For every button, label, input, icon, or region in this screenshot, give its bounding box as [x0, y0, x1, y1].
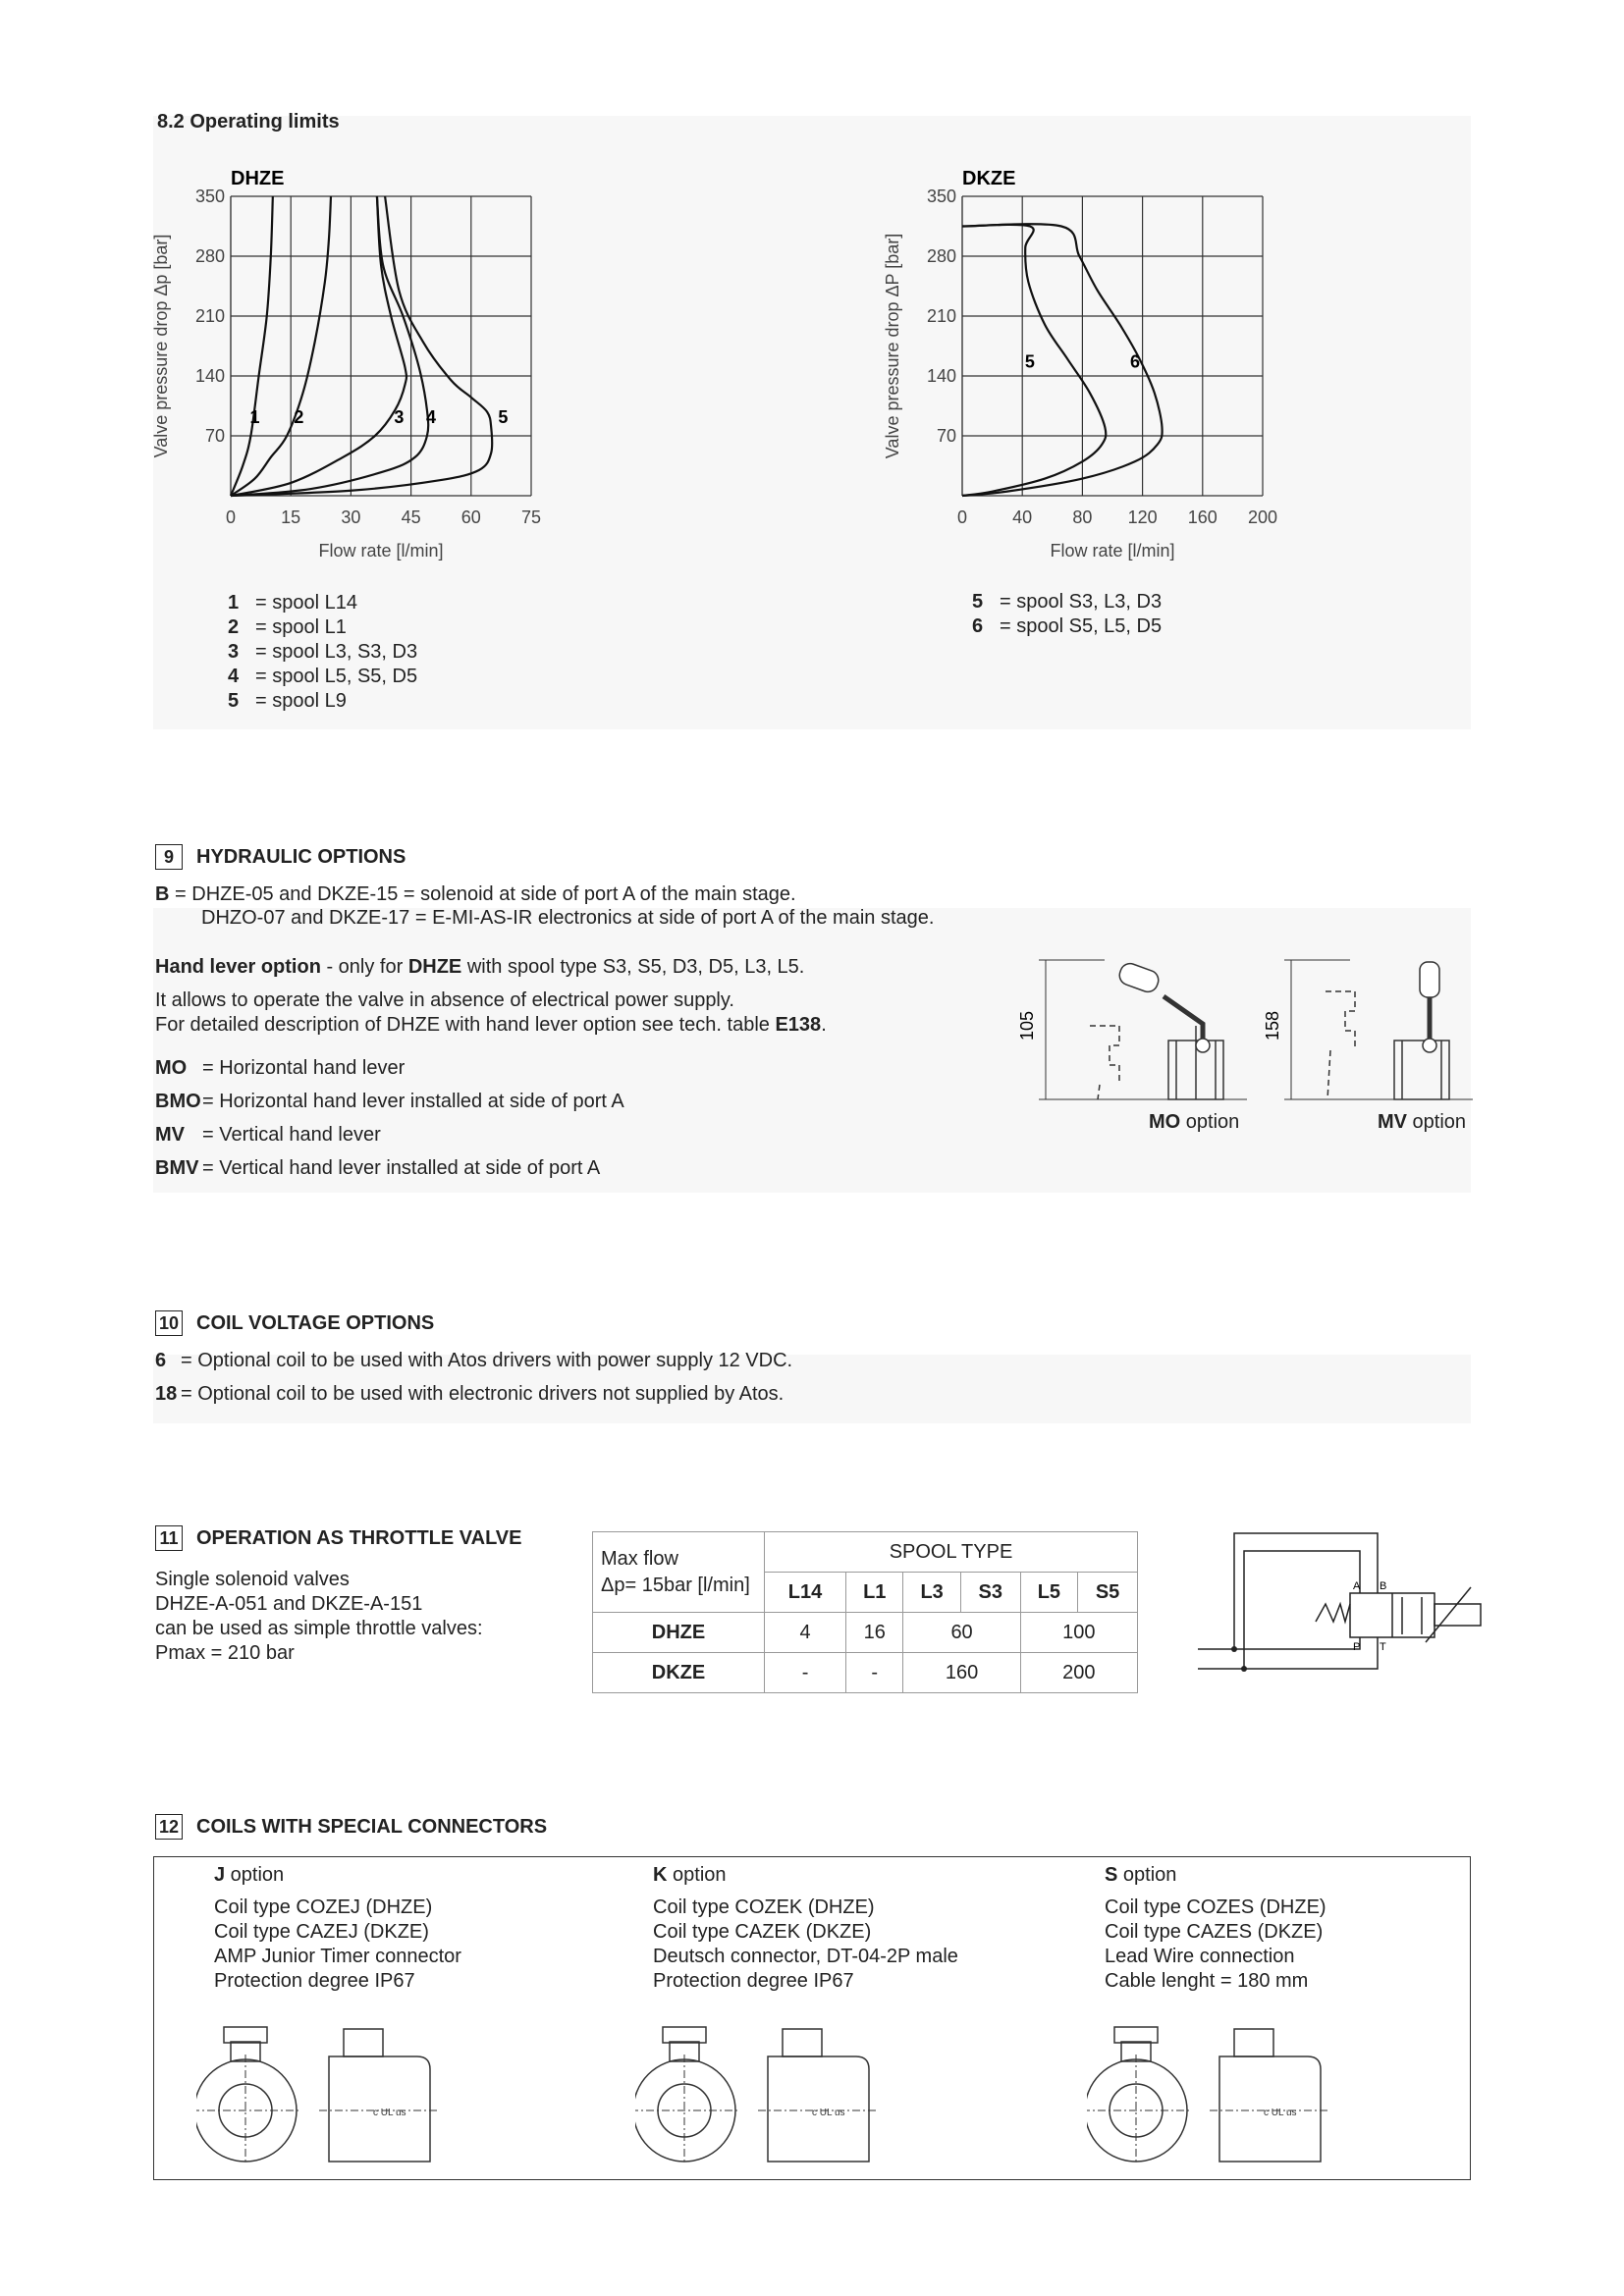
- coil-option-k: [653, 1863, 958, 1994]
- section-11-header: [155, 1525, 521, 1551]
- y-tick-label: 350: [926, 187, 956, 206]
- coil-spec-line: Cable lenght = 180 mm: [1105, 1970, 1309, 1992]
- option-b: [155, 882, 796, 907]
- coil-spec-line: AMP Junior Timer connector: [214, 1946, 461, 1967]
- coil-spec-line: Lead Wire connection: [1105, 1946, 1295, 1967]
- option-code: BMO: [155, 1091, 201, 1112]
- dkze-legend: [972, 590, 1162, 639]
- series-label: 5: [498, 406, 509, 427]
- ul-mark: c UL us: [812, 2108, 845, 2118]
- legend-text: = spool S3, L3, D3: [1000, 591, 1163, 613]
- row-label: DHZE: [593, 1613, 765, 1653]
- coil-spec-line: Protection degree IP67: [214, 1970, 415, 1992]
- spool-column-header: L1: [846, 1573, 903, 1613]
- hand-lever-title: [155, 955, 804, 980]
- section-title: 8.2 Operating limits: [157, 111, 340, 133]
- eq: =: [175, 883, 187, 905]
- x-tick-label: 0: [225, 507, 237, 527]
- coil-spec-line: Coil type COZEJ (DHZE): [214, 1896, 433, 1918]
- table-cell: -: [846, 1653, 903, 1693]
- header-line: Δp= 15bar [l/min]: [601, 1574, 750, 1596]
- section-10-header: [155, 1310, 434, 1336]
- option-text: = Vertical hand lever installed at side of port A: [202, 1157, 601, 1179]
- coil-option-title: [214, 1863, 461, 1888]
- throttle-description: [155, 1568, 483, 1666]
- port-b: B: [1380, 1580, 1387, 1592]
- coil-drawing: [1087, 2017, 1381, 2164]
- caption-text: option: [1407, 1111, 1467, 1133]
- legend-text: = spool L5, S5, D5: [255, 666, 418, 687]
- series-label: 2: [294, 406, 304, 427]
- option-key: K: [653, 1864, 668, 1886]
- option-label: option: [667, 1864, 727, 1886]
- chart-title: DKZE: [962, 168, 1016, 189]
- legend-text: = spool L9: [255, 690, 347, 712]
- option-code: MV: [155, 1124, 185, 1146]
- hand-lever-option: [155, 1123, 624, 1156]
- section-number: 9: [155, 844, 183, 870]
- section-12-header: [155, 1814, 547, 1840]
- coil-spec-line: Protection degree IP67: [653, 1970, 854, 1992]
- table-reference: E138: [775, 1014, 822, 1036]
- y-tick-label: 210: [194, 306, 225, 326]
- x-tick-label: 120: [1127, 507, 1158, 527]
- y-tick-label: 210: [926, 306, 956, 326]
- mo-dimension: 105: [1017, 1010, 1037, 1041]
- option-b-line1: DHZE-05 and DKZE-15 = solenoid at side of port A of the main stage.: [191, 883, 796, 905]
- option-code: MO: [155, 1057, 188, 1079]
- table-header-max-flow: [593, 1532, 765, 1613]
- spool-column-header: S3: [960, 1573, 1020, 1613]
- mv-caption: [1378, 1110, 1466, 1135]
- description-line: can be used as simple throttle valves:: [155, 1618, 483, 1639]
- text: For detailed description of DHZE with hand lever option see tech. table: [155, 1014, 776, 1036]
- legend-item: [228, 615, 417, 640]
- coil-spec-line: Coil type CAZES (DKZE): [1105, 1921, 1324, 1943]
- table-cell: 200: [1020, 1653, 1137, 1693]
- coil-option-s: [1105, 1863, 1326, 1994]
- text: with spool type S3, S5, D3, D5, L3, L5.: [461, 956, 805, 978]
- series-label: 4: [425, 406, 437, 427]
- description-line: DHZE-A-051 and DKZE-A-151: [155, 1593, 423, 1615]
- y-tick-label: 280: [194, 246, 225, 266]
- ul-mark: c UL us: [373, 2108, 406, 2118]
- coil-spec-line: Coil type COZEK (DHZE): [653, 1896, 875, 1918]
- x-axis-label: Flow rate [l/min]: [1050, 541, 1175, 561]
- text: .: [821, 1014, 827, 1036]
- mv-dimension: 158: [1263, 1010, 1282, 1041]
- series-label: 6: [1129, 351, 1140, 372]
- x-tick-label: 80: [1072, 507, 1093, 527]
- port-t: T: [1380, 1641, 1386, 1653]
- spool-column-header: S5: [1078, 1573, 1138, 1613]
- x-tick-label: 30: [341, 507, 361, 527]
- coil-option-title: [653, 1863, 958, 1888]
- paragraph: It allows to operate the valve in absence of electrical power supply.: [155, 989, 734, 1011]
- description-line: Pmax = 210 bar: [155, 1642, 295, 1664]
- mo-caption: [1149, 1110, 1239, 1135]
- spool-column-header: L14: [765, 1573, 846, 1613]
- series-line-1: [231, 196, 273, 496]
- coil-drawing: [635, 2017, 930, 2164]
- spool-type-header: SPOOL TYPE: [765, 1532, 1138, 1573]
- legend-item: [972, 590, 1162, 614]
- coil-option-j: [214, 1863, 461, 1994]
- series-line-2: [231, 196, 331, 496]
- voltage-options: [155, 1349, 792, 1415]
- port-a: A: [1353, 1580, 1361, 1592]
- y-tick-label: 70: [936, 426, 956, 446]
- legend-item: [228, 591, 417, 615]
- option-key: S: [1105, 1864, 1118, 1886]
- caption-text: option: [1180, 1111, 1240, 1133]
- legend-item: [228, 640, 417, 665]
- section-title: HYDRAULIC OPTIONS: [196, 846, 406, 868]
- option-label: option: [225, 1864, 285, 1886]
- option-b-line2: DHZO-07 and DKZE-17 = E-MI-AS-IR electronics at side of port A of the main stage.: [201, 907, 935, 929]
- table-cell: 16: [846, 1613, 903, 1653]
- hand-lever-option: [155, 1156, 624, 1190]
- option-key: J: [214, 1864, 226, 1886]
- x-tick-label: 40: [1012, 507, 1033, 527]
- section-title: OPERATION AS THROTTLE VALVE: [196, 1527, 522, 1549]
- legend-item: [972, 614, 1162, 639]
- hand-lever-drawings: [1011, 947, 1473, 1134]
- option-text: = Vertical hand lever: [202, 1124, 381, 1146]
- legend-text: = spool S5, L5, D5: [1000, 615, 1163, 637]
- dhze-legend: [228, 591, 417, 714]
- chart-title: DHZE: [231, 168, 285, 189]
- y-tick-label: 140: [194, 366, 225, 386]
- option-key: B: [155, 883, 170, 905]
- legend-item: [228, 665, 417, 689]
- table-cell: 160: [903, 1653, 1020, 1693]
- section-number: 12: [155, 1814, 183, 1840]
- coil-spec-line: Coil type CAZEK (DKZE): [653, 1921, 872, 1943]
- y-tick-label: 70: [204, 426, 225, 446]
- throttle-flow-table: [592, 1531, 1138, 1693]
- section-number: 11: [155, 1525, 183, 1551]
- y-tick-label: 350: [194, 187, 225, 206]
- legend-key: 5: [972, 591, 984, 613]
- legend-key: 6: [972, 615, 984, 637]
- table-cell: 60: [903, 1613, 1020, 1653]
- x-tick-label: 0: [956, 507, 968, 527]
- voltage-option: [155, 1382, 792, 1415]
- legend-item: [228, 689, 417, 714]
- section-title: COILS WITH SPECIAL CONNECTORS: [196, 1816, 548, 1838]
- hand-lever-label: Hand lever option: [155, 956, 321, 978]
- legend-text: = spool L3, S3, D3: [255, 641, 418, 663]
- header-line: Max flow: [601, 1547, 678, 1570]
- hand-lever-option: [155, 1090, 624, 1123]
- option-code: 18: [155, 1383, 178, 1405]
- text: - only for: [320, 956, 408, 978]
- y-axis-label: Valve pressure drop Δp [bar]: [151, 234, 171, 458]
- coil-spec-line: Deutsch connector, DT-04-2P male: [653, 1946, 958, 1967]
- table-cell: 4: [765, 1613, 846, 1653]
- legend-key: 1: [228, 592, 240, 614]
- hand-lever-option: [155, 1056, 624, 1090]
- option-text: = Optional coil to be used with Atos drivers with power supply 12 VDC.: [181, 1350, 793, 1371]
- legend-key: 4: [228, 666, 240, 687]
- x-tick-label: 15: [281, 507, 301, 527]
- x-tick-label: 60: [460, 507, 481, 527]
- row-label: DKZE: [593, 1653, 765, 1693]
- dhze-chart: [147, 157, 599, 579]
- throttle-valve-schematic: [1188, 1526, 1483, 1693]
- ul-mark: c UL us: [1264, 2108, 1297, 2118]
- legend-text: = spool L1: [255, 616, 347, 638]
- x-axis-label: Flow rate [l/min]: [318, 541, 444, 561]
- text: DHZE: [407, 956, 462, 978]
- series-label: 3: [394, 406, 405, 427]
- x-tick-label: 160: [1187, 507, 1218, 527]
- option-text: = Horizontal hand lever installed at side of port A: [202, 1091, 624, 1112]
- voltage-option: [155, 1349, 792, 1382]
- paragraph: [155, 1013, 827, 1038]
- hand-lever-options: [155, 1056, 624, 1190]
- coil-spec-line: Coil type CAZEJ (DKZE): [214, 1921, 429, 1943]
- section-9-header: [155, 844, 406, 870]
- y-tick-label: 140: [926, 366, 956, 386]
- spool-column-header: L5: [1020, 1573, 1077, 1613]
- table-cell: -: [765, 1653, 846, 1693]
- legend-key: 2: [228, 616, 240, 638]
- option-code: 6: [155, 1350, 167, 1371]
- option-text: = Optional coil to be used with electronic drivers not supplied by Atos.: [181, 1383, 785, 1405]
- legend-key: 3: [228, 641, 240, 663]
- x-tick-label: 75: [520, 507, 542, 527]
- section-number: 10: [155, 1310, 183, 1336]
- coil-option-title: [1105, 1863, 1326, 1888]
- series-label: 1: [249, 406, 260, 427]
- option-code: BMV: [155, 1157, 199, 1179]
- description-line: Single solenoid valves: [155, 1569, 350, 1590]
- y-axis-label: Valve pressure drop ΔP [bar]: [883, 233, 902, 459]
- port-p: P: [1353, 1641, 1361, 1653]
- section-title: COIL VOLTAGE OPTIONS: [196, 1312, 435, 1334]
- caption-key: MV: [1378, 1111, 1407, 1133]
- option-label: option: [1117, 1864, 1177, 1886]
- table-cell: 100: [1020, 1613, 1137, 1653]
- series-label: 5: [1024, 351, 1035, 372]
- series-line-5: [231, 196, 492, 496]
- coil-spec-line: Coil type COZES (DHZE): [1105, 1896, 1326, 1918]
- x-tick-label: 45: [401, 507, 421, 527]
- caption-key: MO: [1149, 1111, 1181, 1133]
- y-tick-label: 280: [926, 246, 956, 266]
- x-tick-label: 200: [1247, 507, 1278, 527]
- legend-text: = spool L14: [255, 592, 357, 614]
- dkze-chart: [879, 157, 1330, 579]
- coil-drawing: [196, 2017, 491, 2164]
- legend-key: 5: [228, 690, 240, 712]
- spool-column-header: L3: [903, 1573, 960, 1613]
- option-text: = Horizontal hand lever: [202, 1057, 406, 1079]
